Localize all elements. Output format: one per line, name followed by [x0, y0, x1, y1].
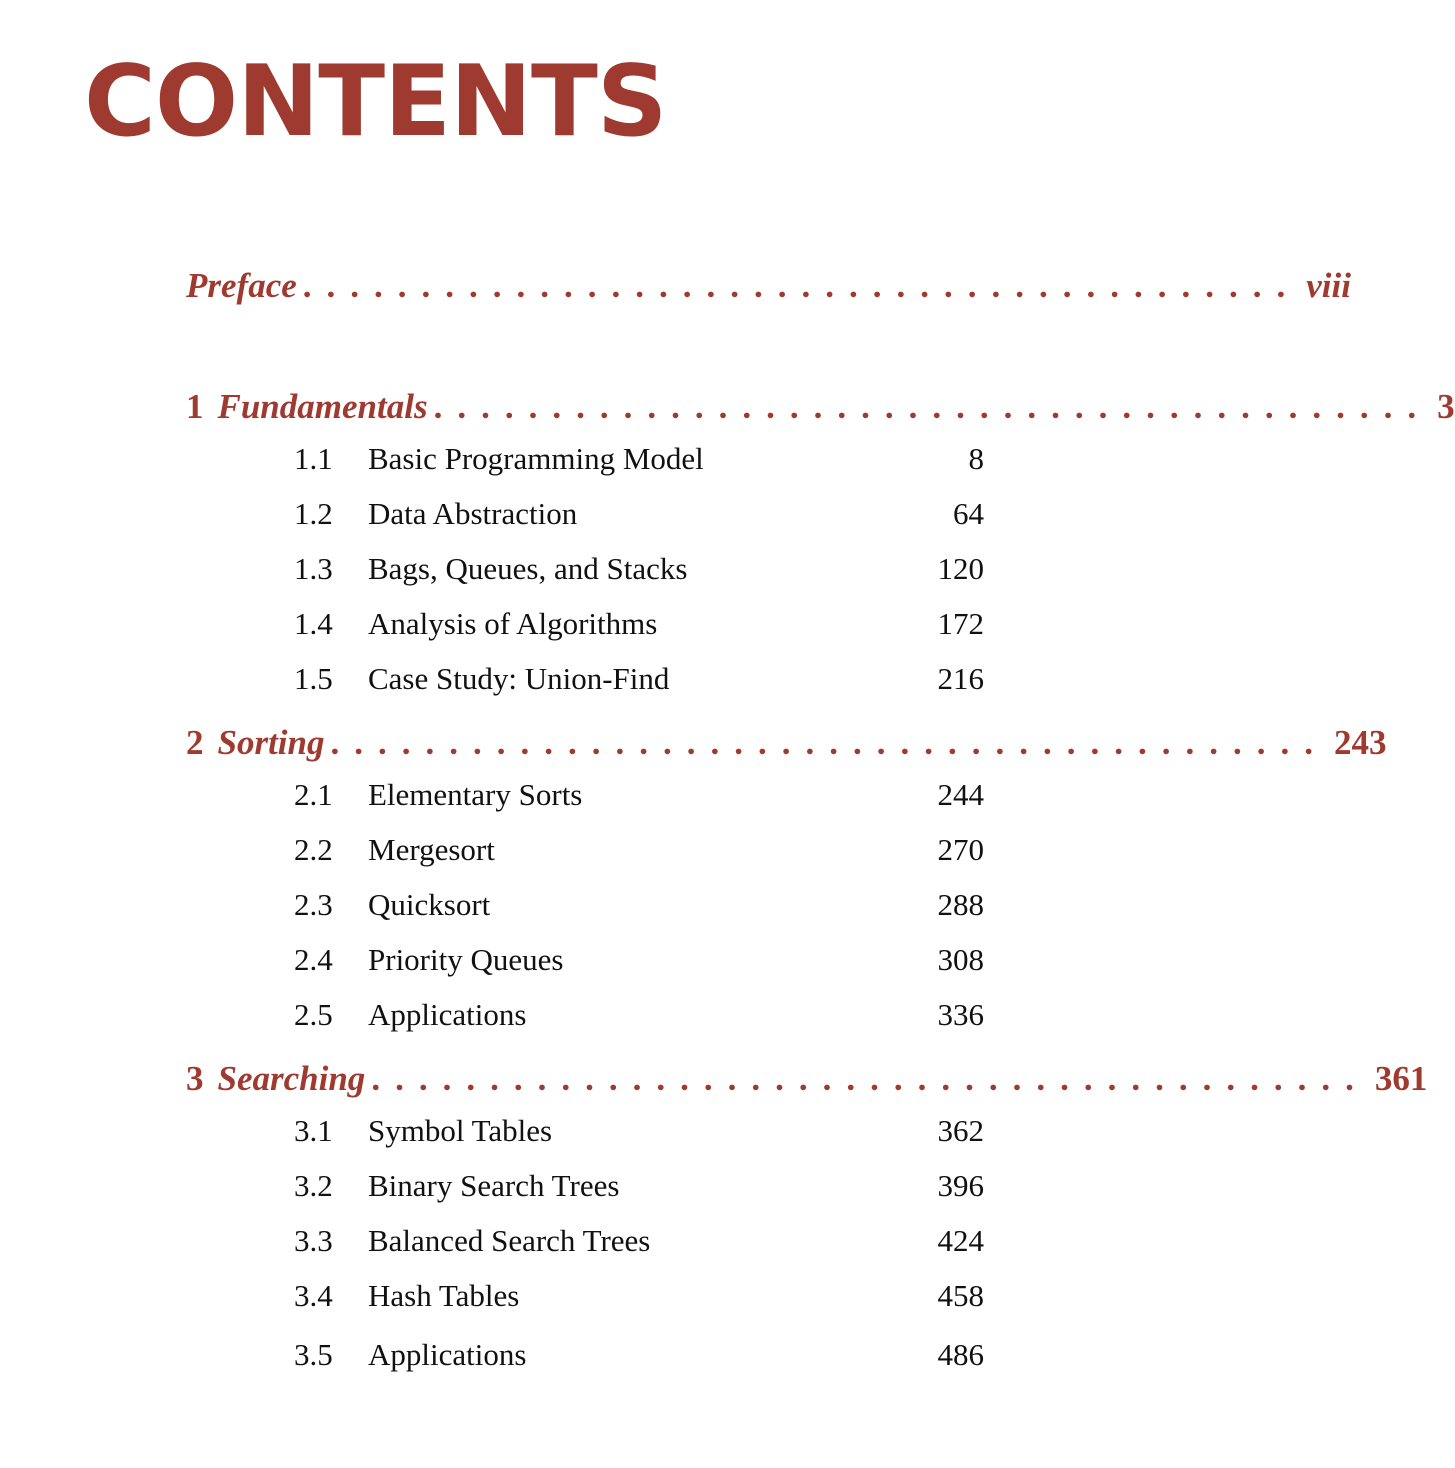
- toc-section-1-1[interactable]: [294, 441, 984, 481]
- section-number: 1.1: [294, 441, 333, 476]
- section-title: Applications: [368, 997, 527, 1032]
- preface-page: viii: [1306, 266, 1351, 305]
- section-title: Data Abstraction: [368, 496, 578, 531]
- preface-label: Preface: [186, 266, 297, 305]
- section-number: 2.2: [294, 832, 333, 867]
- toc-section-1-2[interactable]: [294, 496, 984, 536]
- section-number: 2.5: [294, 997, 333, 1032]
- section-page: 8: [968, 441, 984, 476]
- toc-section-2-2[interactable]: [294, 832, 984, 872]
- dot-leader: ..........................................: [302, 266, 1301, 305]
- section-title: Case Study: Union-Find: [368, 661, 670, 696]
- section-number: 2.3: [294, 887, 333, 922]
- section-page: 244: [937, 777, 984, 812]
- toc-section-1-4[interactable]: [294, 606, 984, 646]
- section-number: 1.3: [294, 551, 333, 586]
- section-number: 3.3: [294, 1223, 333, 1258]
- section-number: 3.5: [294, 1337, 333, 1372]
- toc-chapter-3[interactable]: [186, 1059, 1428, 1099]
- toc-entry-preface[interactable]: [186, 266, 1351, 306]
- section-number: 1.4: [294, 606, 333, 641]
- section-number: 1.2: [294, 496, 333, 531]
- section-page: 396: [937, 1168, 984, 1203]
- toc-section-3-5[interactable]: [294, 1337, 984, 1377]
- chapter-title: Fundamentals: [217, 387, 428, 426]
- chapter-page: 3: [1437, 387, 1455, 426]
- toc-section-3-4[interactable]: [294, 1278, 984, 1318]
- section-title: Mergesort: [368, 832, 495, 867]
- toc-section-2-5[interactable]: [294, 997, 984, 1037]
- section-page: 458: [937, 1278, 984, 1313]
- section-page: 424: [937, 1223, 984, 1258]
- chapter-title: Sorting: [217, 723, 325, 762]
- toc-section-3-3[interactable]: [294, 1223, 984, 1263]
- dot-leader: ..........................................: [330, 723, 1328, 762]
- dot-leader: ..........................................: [433, 387, 1432, 426]
- section-number: 3.2: [294, 1168, 333, 1203]
- toc-chapter-2[interactable]: [186, 723, 1387, 763]
- chapter-title: Searching: [217, 1059, 366, 1098]
- section-number: 1.5: [294, 661, 333, 696]
- toc-section-2-4[interactable]: [294, 942, 984, 982]
- section-page: 120: [937, 551, 984, 586]
- section-title: Hash Tables: [368, 1278, 520, 1313]
- section-title: Basic Programming Model: [368, 441, 704, 476]
- section-title: Binary Search Trees: [368, 1168, 620, 1203]
- section-title: Elementary Sorts: [368, 777, 583, 812]
- chapter-page: 243: [1334, 723, 1387, 762]
- section-page: 172: [937, 606, 984, 641]
- section-title: Bags, Queues, and Stacks: [368, 551, 688, 586]
- toc-section-2-3[interactable]: [294, 887, 984, 927]
- section-title: Applications: [368, 1337, 527, 1372]
- section-title: Priority Queues: [368, 942, 564, 977]
- toc-section-1-3[interactable]: [294, 551, 984, 591]
- chapter-number: 1: [186, 387, 204, 426]
- section-title: Balanced Search Trees: [368, 1223, 651, 1258]
- section-title: Symbol Tables: [368, 1113, 553, 1148]
- toc-section-1-5[interactable]: [294, 661, 984, 701]
- chapter-page: 361: [1374, 1059, 1428, 1098]
- page-title: CONTENTS: [84, 45, 667, 159]
- section-title: Quicksort: [368, 887, 491, 922]
- section-number: 2.1: [294, 777, 333, 812]
- toc-section-2-1[interactable]: [294, 777, 984, 817]
- section-number: 3.4: [294, 1278, 333, 1313]
- section-page: 486: [937, 1337, 984, 1372]
- chapter-number: 2: [186, 723, 204, 762]
- section-title: Analysis of Algorithms: [368, 606, 658, 641]
- section-page: 64: [953, 496, 984, 531]
- section-page: 270: [937, 832, 984, 867]
- section-number: 3.1: [294, 1113, 333, 1148]
- toc-section-3-2[interactable]: [294, 1168, 984, 1208]
- toc-section-3-1[interactable]: [294, 1113, 984, 1153]
- section-page: 336: [937, 997, 984, 1032]
- dot-leader: ..........................................: [371, 1059, 1369, 1098]
- section-page: 308: [937, 942, 984, 977]
- section-page: 362: [937, 1113, 984, 1148]
- chapter-number: 3: [186, 1059, 204, 1098]
- toc-chapter-1[interactable]: [186, 387, 1455, 427]
- section-page: 216: [937, 661, 984, 696]
- section-page: 288: [937, 887, 984, 922]
- section-number: 2.4: [294, 942, 333, 977]
